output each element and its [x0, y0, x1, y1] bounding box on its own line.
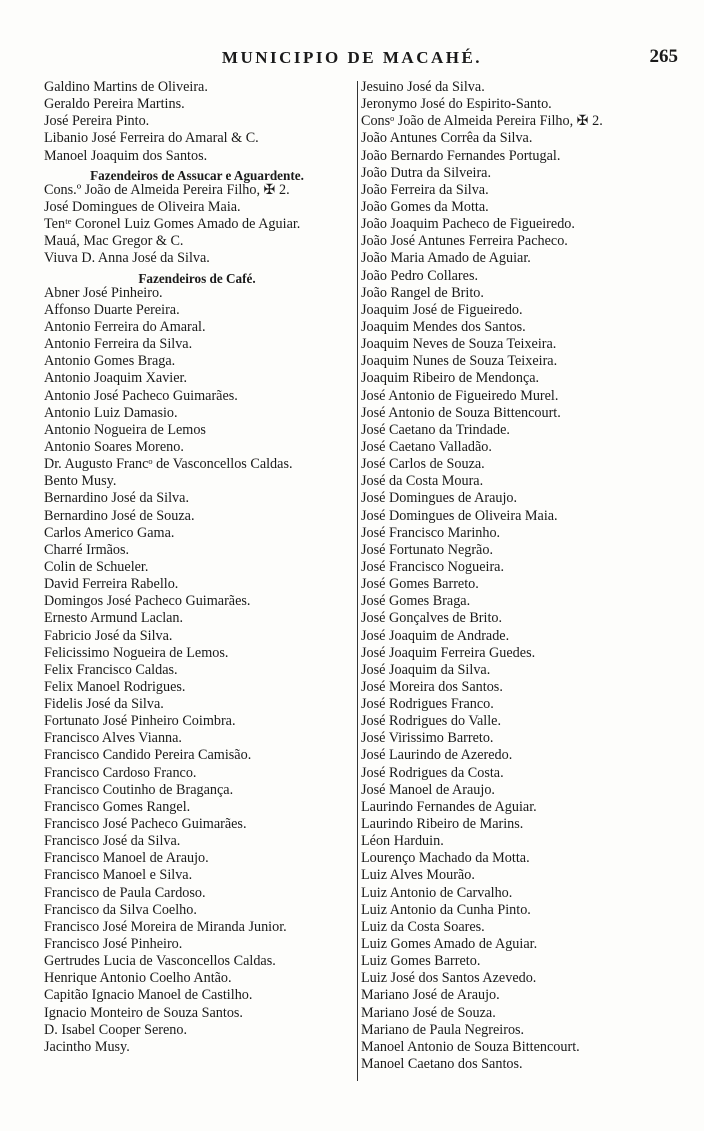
list-entry: Léon Harduin.: [361, 833, 444, 850]
list-entry: Bento Musy.: [44, 473, 117, 490]
list-entry: João Ferreira da Silva.: [361, 181, 489, 198]
list-entry: Joaquim Mendes dos Santos.: [361, 318, 526, 335]
list-entry: José Domingues de Araujo.: [361, 490, 518, 507]
list-entry: Jeronymo José do Espirito-Santo.: [361, 96, 552, 113]
running-title: MUNICIPIO DE MACAHÉ.: [221, 48, 483, 67]
list-entry: José Virissimo Barreto.: [361, 730, 494, 747]
list-entry: Joaquim Neves de Souza Teixeira.: [361, 336, 557, 353]
list-entry: Francisco José Moreira de Miranda Junior.: [44, 918, 287, 935]
section-heading-coffee: Fazendeiros de Café.: [138, 270, 256, 286]
list-entry: João Joaquim Pacheco de Figueiredo.: [361, 216, 575, 233]
list-entry: Geraldo Pereira Martins.: [44, 96, 185, 113]
list-entry: Fidelis José da Silva.: [44, 696, 164, 713]
list-entry: Felix Manoel Rodrigues.: [44, 678, 186, 695]
list-entry: Antonio Ferreira do Amaral.: [44, 318, 206, 335]
list-entry: Joaquim José de Figueiredo.: [361, 301, 523, 318]
list-entry: José Antonio de Souza Bittencourt.: [361, 404, 561, 421]
list-entry: João Maria Amado de Aguiar.: [361, 250, 531, 267]
list-entry: Mariano José de Araujo.: [361, 987, 500, 1004]
list-entry: Ernesto Armund Laclan.: [44, 610, 184, 627]
list-entry: Bernardino José de Souza.: [44, 507, 195, 524]
list-entry: Luiz Antonio de Carvalho.: [361, 884, 513, 901]
list-entry: Manoel Antonio de Souza Bittencourt.: [361, 1038, 580, 1055]
list-entry: José Joaquim de Andrade.: [361, 627, 510, 644]
list-entry: Colin de Schueler.: [44, 558, 149, 575]
list-entry: Luiz Gomes Barreto.: [361, 953, 481, 970]
list-entry: João Gomes da Motta.: [361, 198, 489, 215]
list-entry: José Manoel de Araujo.: [361, 781, 495, 798]
list-entry: José Moreira dos Santos.: [361, 678, 503, 695]
list-entry: José Domingues de Oliveira Maia.: [44, 198, 241, 215]
list-entry: João Antunes Corrêa da Silva.: [361, 130, 533, 147]
list-entry: José Gonçalves de Brito.: [361, 610, 503, 627]
list-entry: Francisco Gomes Rangel.: [44, 798, 191, 815]
list-entry: Tenᵗᵉ Coronel Luiz Gomes Amado de Aguiar.: [44, 216, 301, 233]
list-entry: Antonio José Pacheco Guimarães.: [44, 387, 238, 404]
list-entry: João José Antunes Ferreira Pacheco.: [361, 233, 568, 250]
list-entry: Luiz Alves Mourão.: [361, 867, 475, 884]
list-entry: Francisco de Paula Cardoso.: [44, 884, 206, 901]
list-entry: Viuva D. Anna José da Silva.: [44, 250, 210, 267]
list-entry: Charré Irmãos.: [44, 541, 130, 558]
list-entry: José Joaquim da Silva.: [361, 661, 491, 678]
list-entry: Luiz Antonio da Cunha Pinto.: [361, 901, 531, 918]
list-entry: Mariano José de Souza.: [361, 1004, 496, 1021]
list-entry: José Caetano Valladão.: [361, 438, 492, 455]
list-entry: Fortunato José Pinheiro Coimbra.: [44, 713, 236, 730]
list-entry: José Laurindo de Azeredo.: [361, 747, 513, 764]
list-entry: Antonio Luiz Damasio.: [44, 404, 178, 421]
list-entry: Manoel Caetano dos Santos.: [361, 1056, 523, 1073]
list-entry: Felicissimo Nogueira de Lemos.: [44, 644, 229, 661]
list-entry: Francisco José da Silva.: [44, 833, 181, 850]
section-heading-sugar: Fazendeiros de Assucar e Aguardente.: [90, 167, 304, 183]
list-entry: Antonio Nogueira de Lemos: [44, 421, 206, 438]
list-entry: Capitão Ignacio Manoel de Castilho.: [44, 987, 253, 1004]
list-entry: Antonio Joaquim Xavier.: [44, 370, 188, 387]
list-entry: José Pereira Pinto.: [44, 113, 150, 130]
list-entry: José Gomes Braga.: [361, 593, 471, 610]
page-number: 265: [649, 46, 678, 67]
list-entry: Francisco Coutinho de Bragança.: [44, 781, 234, 798]
list-entry: Carlos Americo Gama.: [44, 524, 175, 541]
list-entry: Lourenço Machado da Motta.: [361, 850, 530, 867]
list-entry: Luiz José dos Santos Azevedo.: [361, 970, 537, 987]
list-entry: Jesuino José da Silva.: [361, 79, 485, 95]
list-entry: Cons.º João de Almeida Pereira Filho, ✠ 2.: [44, 181, 290, 198]
list-entry: José Gomes Barreto.: [361, 576, 479, 593]
list-entry: Francisco Manoel e Silva.: [44, 867, 193, 884]
list-entry: Bernardino José da Silva.: [44, 490, 189, 507]
right-column: [361, 79, 691, 1073]
list-entry: Francisco José Pinheiro.: [44, 936, 183, 953]
list-entry: José Carlos de Souza.: [361, 456, 485, 473]
list-entry: Mariano de Paula Negreiros.: [361, 1021, 525, 1038]
list-entry: Affonso Duarte Pereira.: [44, 301, 180, 318]
list-entry: Galdino Martins de Oliveira.: [44, 79, 208, 95]
list-entry: José Joaquim Ferreira Guedes.: [361, 644, 536, 661]
list-entry: Francisco José Pacheco Guimarães.: [44, 816, 247, 833]
list-entry: David Ferreira Rabello.: [44, 576, 179, 593]
list-entry: Laurindo Ribeiro de Marins.: [361, 816, 524, 833]
left-column: [38, 79, 356, 1056]
column-divider: [357, 81, 358, 1081]
list-entry: Francisco da Silva Coelho.: [44, 901, 197, 918]
list-entry: Dr. Augusto Francᵒ de Vasconcellos Caldas.: [44, 456, 293, 473]
list-entry: Francisco Manoel de Araujo.: [44, 850, 209, 867]
list-entry: José da Costa Moura.: [361, 473, 484, 490]
list-entry: José Caetano da Trindade.: [361, 421, 510, 438]
list-entry: João Dutra da Silveira.: [361, 164, 492, 181]
list-entry: Luiz da Costa Soares.: [361, 918, 485, 935]
list-entry: Antonio Soares Moreno.: [44, 438, 184, 455]
list-entry: Abner José Pinheiro.: [44, 284, 163, 301]
list-entry: Consᵒ João de Almeida Pereira Filho, ✠ 2.: [361, 113, 603, 130]
list-entry: José Rodrigues do Valle.: [361, 713, 502, 730]
list-entry: Joaquim Ribeiro de Mendonça.: [361, 370, 540, 387]
list-entry: Manoel Joaquim dos Santos.: [44, 147, 208, 164]
list-entry: Gertrudes Lucia de Vasconcellos Caldas.: [44, 953, 276, 970]
list-entry: Francisco Cardoso Franco.: [44, 764, 197, 781]
list-entry: Francisco Alves Vianna.: [44, 730, 182, 747]
list-entry: Fabricio José da Silva.: [44, 627, 173, 644]
list-entry: José Antonio de Figueiredo Murel.: [361, 387, 559, 404]
list-entry: José Francisco Marinho.: [361, 524, 501, 541]
list-entry: Mauá, Mac Gregor & C.: [44, 233, 184, 250]
list-entry: Ignacio Monteiro de Souza Santos.: [44, 1004, 243, 1021]
list-entry: Libanio José Ferreira do Amaral & C.: [44, 130, 259, 147]
list-entry: Francisco Candido Pereira Camisão.: [44, 747, 252, 764]
list-entry: José Rodrigues Franco.: [361, 696, 494, 713]
list-entry: Jacintho Musy.: [44, 1038, 130, 1055]
list-entry: Antonio Ferreira da Silva.: [44, 336, 193, 353]
list-entry: Henrique Antonio Coelho Antão.: [44, 970, 232, 987]
list-entry: Joaquim Nunes de Souza Teixeira.: [361, 353, 558, 370]
list-entry: João Rangel de Brito.: [361, 284, 484, 301]
list-entry: José Rodrigues da Costa.: [361, 764, 504, 781]
list-entry: João Bernardo Fernandes Portugal.: [361, 147, 561, 164]
list-entry: D. Isabel Cooper Sereno.: [44, 1021, 188, 1038]
list-entry: Luiz Gomes Amado de Aguiar.: [361, 936, 538, 953]
list-entry: João Pedro Collares.: [361, 267, 479, 284]
list-entry: José Fortunato Negrão.: [361, 541, 493, 558]
list-entry: Felix Francisco Caldas.: [44, 661, 178, 678]
list-entry: José Domingues de Oliveira Maia.: [361, 507, 558, 524]
list-entry: Domingos José Pacheco Guimarães.: [44, 593, 251, 610]
list-entry: Antonio Gomes Braga.: [44, 353, 176, 370]
list-entry: Laurindo Fernandes de Aguiar.: [361, 798, 537, 815]
list-entry: José Francisco Nogueira.: [361, 558, 505, 575]
